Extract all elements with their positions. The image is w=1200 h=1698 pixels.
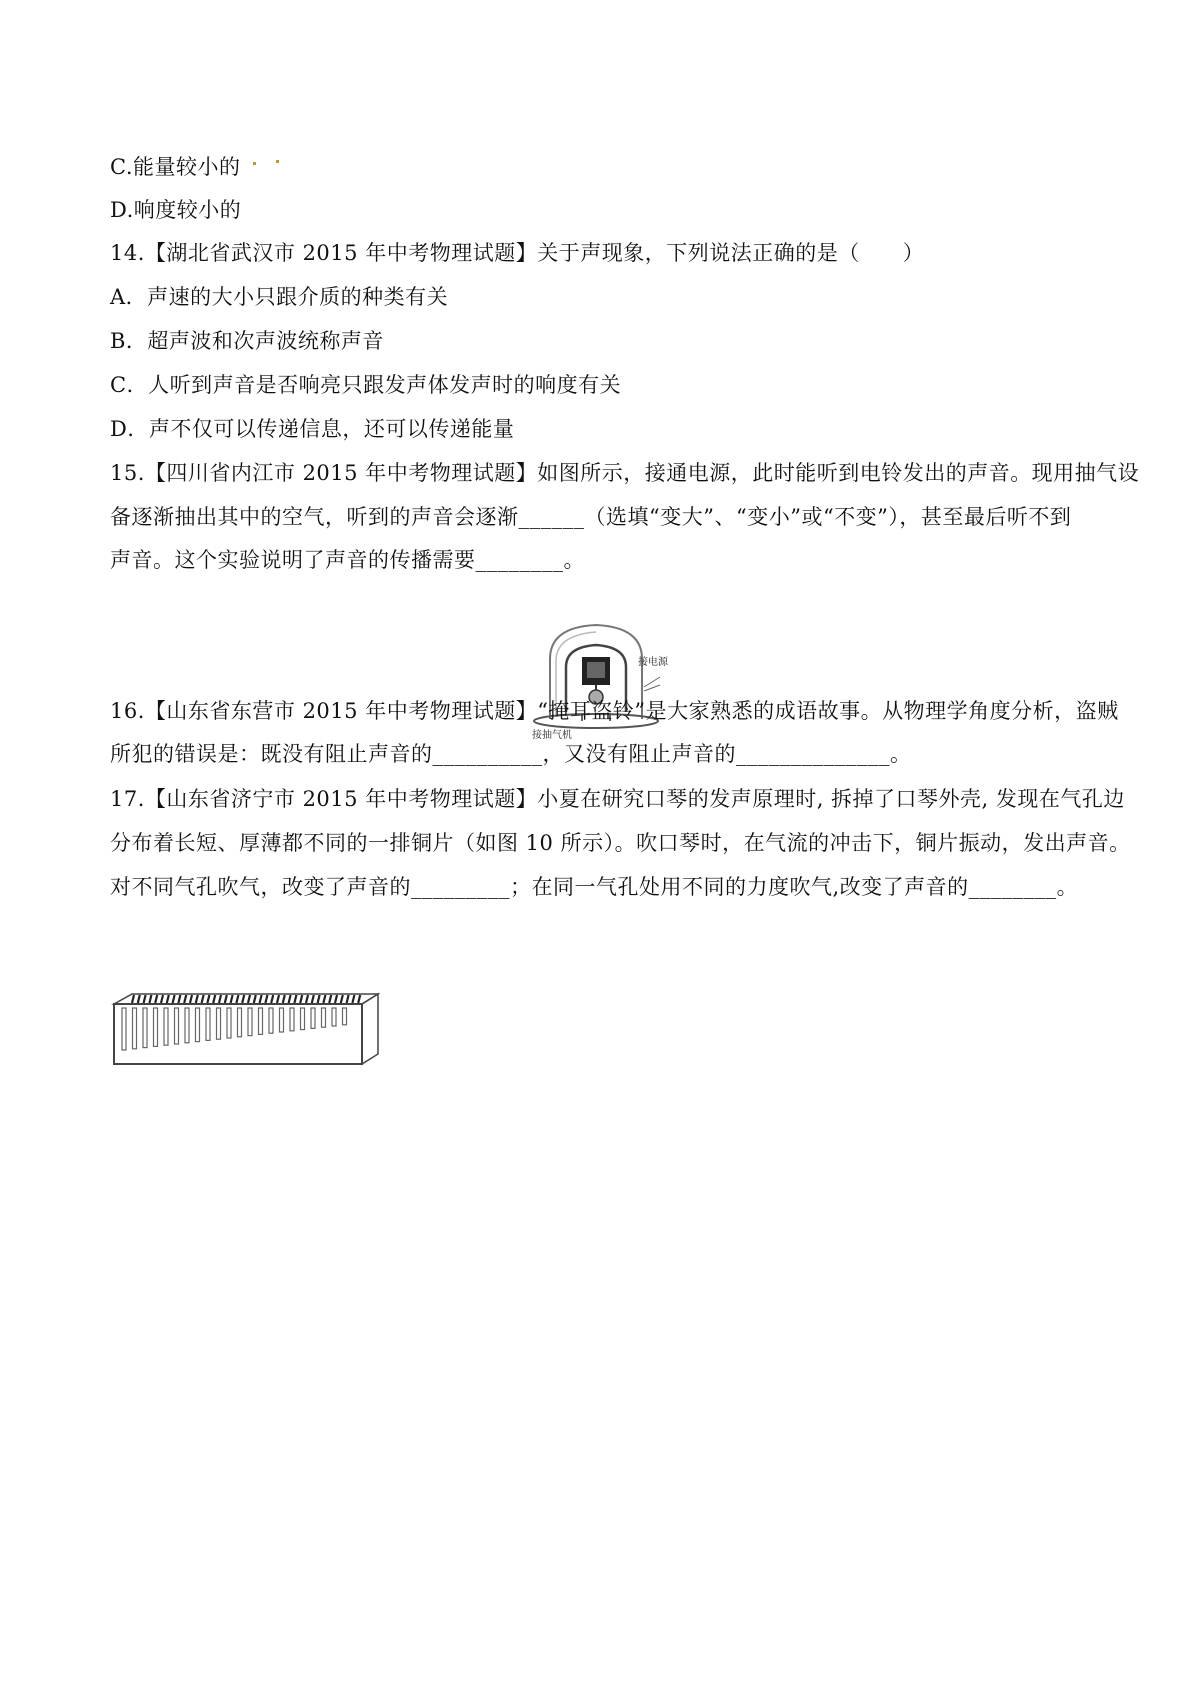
question-15-line-3: 声音。这个实验说明了声音的传播需要________。 xyxy=(110,548,585,572)
question-15-line-1: 15.【四川省内江市 2015 年中考物理试题】如图所示，接通电源，此时能听到电铃发出的声音。现用抽气设 xyxy=(110,461,1140,485)
question-14: 14.【湖北省武汉市 2015 年中考物理试题】关于声现象，下列说法正确的是（ ） xyxy=(110,241,925,265)
q14-option-a: A．声速的大小只跟介质的种类有关 xyxy=(110,285,449,309)
q14-option-d: D．声不仅可以传递信息，还可以传递能量 xyxy=(110,417,515,441)
question-17-line-1: 17.【山东省济宁市 2015 年中考物理试题】小夏在研究口琴的发声原理时, 拆掉了口琴外壳, 发现在气孔边 xyxy=(110,787,1125,811)
q14-option-c: C．人听到声音是否响亮只跟发声体发声时的响度有关 xyxy=(110,373,622,397)
question-17-line-3: 对不同气孔吹气，改变了声音的_________；在同一气孔处用不同的力度吹气,改变了声音的________。 xyxy=(110,875,1079,899)
question-15-line-2: 备逐渐抽出其中的空气，听到的声音会逐渐______（选填“变大”、“变小”或“不变”），甚至最后听不到 xyxy=(110,505,1072,529)
question-16-line-1: 16.【山东省东营市 2015 年中考物理试题】“掩耳盗铃”是大家熟悉的成语故事。从物理学角度分析，盗贼 xyxy=(110,699,1119,723)
option-d-line: D.响度较小的 xyxy=(110,198,242,222)
option-c-line: C.能量较小的 xyxy=(110,155,241,179)
label-power: 接电源 xyxy=(638,657,668,668)
question-17-line-2: 分布着长短、厚薄都不同的一排铜片（如图 10 所示）。吹口琴时，在气流的冲击下，铜片振动，发出声音。 xyxy=(110,831,1131,855)
q14-option-b: B．超声波和次声波统称声音 xyxy=(110,329,384,353)
question-16-line-2: 所犯的错误是：既没有阻止声音的__________，又没有阻止声音的______________。 xyxy=(110,742,912,766)
speck-marks xyxy=(253,160,293,170)
harmonica-reeds-figure xyxy=(110,990,380,1070)
label-pump: 接抽气机 xyxy=(532,730,572,741)
